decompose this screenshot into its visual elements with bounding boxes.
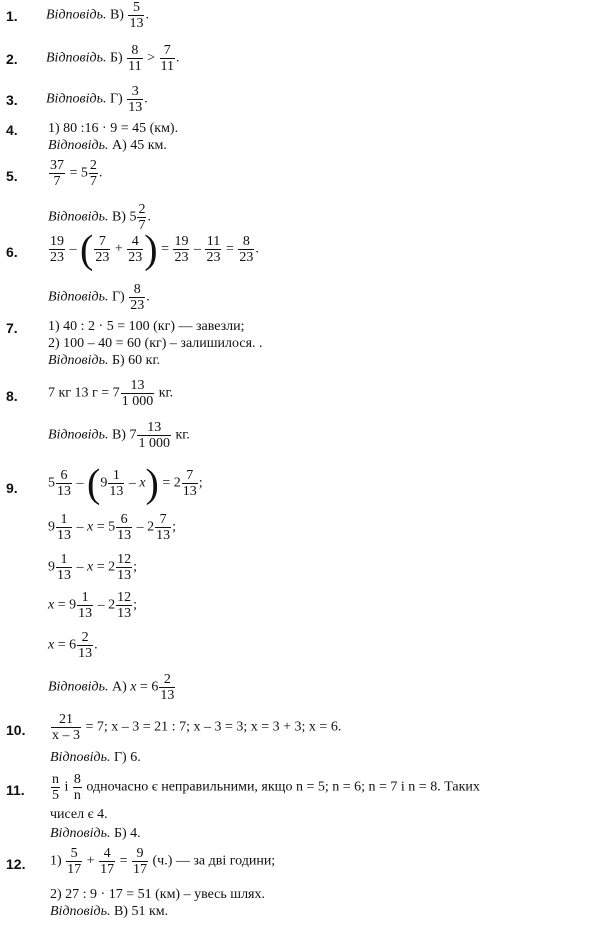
fraction: $\frac{8}{23}$ — [239, 234, 254, 265]
fraction: $\frac{13}{1 000}$ — [138, 420, 170, 451]
answer-label: Відповідь. — [50, 750, 111, 765]
fraction: $\frac{6}{13}$ — [117, 512, 132, 543]
fraction: $\frac{2}{13}$ — [78, 630, 93, 661]
solution-line: 9 $\frac{1}{13}$ – x = 2 $\frac{12}{13}$ ; — [48, 552, 138, 583]
fraction: $\frac{7}{11}$ — [160, 43, 175, 74]
solution-line: 9 $\frac{1}{13}$ – x = 5 $\frac{6}{13}$ – 2 $\frac{7}{13}$ ; — [48, 512, 177, 543]
fraction: $\frac{1}{13}$ — [78, 590, 93, 621]
item-number: 5. — [6, 168, 18, 184]
fraction: $\frac{37}{7}$ — [50, 158, 64, 189]
fraction: $\frac{4}{23}$ — [128, 234, 143, 265]
fraction: $\frac{n}{5}$ — [52, 772, 59, 803]
fraction: $\frac{1}{13}$ — [109, 468, 124, 499]
answer-line: Відповідь. В) 7 $\frac{13}{1 000}$ кг. — [48, 420, 190, 451]
answer-text: Г) 6. — [113, 750, 141, 765]
answer-line: Відповідь. Б) $\frac{8}{11}$ > $\frac{7}{11}$ . — [46, 43, 180, 74]
answer-letter: В) 7 — [111, 427, 137, 443]
answer-label: Відповідь. — [50, 904, 111, 919]
answer-text: Б) 60 кг. — [111, 353, 161, 368]
answer-line: Відповідь. В) 5 $\frac{2}{7}$ . — [48, 202, 151, 233]
answer-label: Відповідь. — [48, 353, 109, 368]
solution-line: x = 6 $\frac{2}{13}$ . — [48, 630, 98, 661]
answer-label: Відповідь. — [48, 289, 109, 305]
fraction: $\frac{19}{23}$ — [50, 234, 64, 265]
fraction: $\frac{12}{13}$ — [117, 552, 132, 583]
answer-text: А) 45 км. — [111, 138, 167, 153]
answer-line — [48, 353, 160, 369]
answer-line: Відповідь. Г) $\frac{8}{23}$ . — [48, 282, 150, 313]
fraction: $\frac{5}{13}$ — [129, 0, 144, 31]
fraction: $\frac{8}{n}$ — [73, 772, 81, 803]
solution-line: $\frac{n}{5}$ і $\frac{8}{n}$ одночасно є неправильними, якщо n = 5; n = 6; n = 7 і n = 8. Таких — [52, 772, 480, 803]
answer-label: Відповідь. — [48, 679, 109, 695]
solution-line: 1) $\frac{5}{17}$ + $\frac{4}{17}$ = $\frac{9}{17}$ (ч.) — за дві години; — [50, 846, 276, 877]
answer-line — [50, 750, 141, 766]
item-number: 1. — [6, 8, 18, 24]
solution-line: 1) 80 :16 · 9 = 45 (км). — [48, 121, 179, 136]
answer-line — [50, 826, 141, 842]
answer-line: Відповідь. А) x = 6 $\frac{2}{13}$ — [48, 672, 175, 703]
fraction: $\frac{7}{13}$ — [156, 512, 171, 543]
fraction: $\frac{6}{13}$ — [57, 468, 71, 499]
fraction: $\frac{4}{17}$ — [100, 846, 115, 877]
item-number: 7. — [6, 320, 18, 336]
answer-line: Відповідь. Г) $\frac{3}{13}$ . — [46, 84, 148, 115]
answer-letter: Г) — [109, 91, 123, 107]
item-number: 3. — [6, 92, 18, 108]
answer-text: Б) 4. — [113, 826, 141, 841]
fraction: $\frac{2}{13}$ — [160, 672, 175, 703]
fraction: $\frac{1}{13}$ — [57, 512, 71, 543]
fraction: $\frac{3}{13}$ — [128, 84, 143, 115]
item-number: 4. — [6, 122, 18, 138]
answer-letter: В) 5 — [111, 209, 137, 225]
fraction: $\frac{5}{17}$ — [67, 846, 82, 877]
answer-label: Відповідь. — [48, 427, 109, 443]
solution-line: x = 9 $\frac{1}{13}$ – 2 $\frac{12}{13}$ ; — [48, 590, 138, 621]
solution-line: 7 кг 13 г = 7 $\frac{13}{1 000}$ кг. — [48, 378, 174, 409]
item-number: 6. — [6, 244, 18, 260]
answer-letter: А) — [111, 679, 127, 695]
solution-line: $\frac{19}{23}$ – ( $\frac{7}{23}$ + $\frac{4}{23}$ ) = $\frac{19}{23}$ – $\frac{11}{23}$ = $\frac{8}{23}$ . — [50, 226, 259, 272]
answer-label: Відповідь. — [48, 138, 109, 153]
item-number: 10. — [6, 722, 26, 738]
solution-line: 5 $\frac{6}{13}$ – (9 $\frac{1}{13}$ – x) = 2 $\frac{7}{13}$ ; — [48, 460, 203, 506]
fraction: $\frac{11}{23}$ — [206, 234, 221, 265]
fraction: $\frac{7}{23}$ — [95, 234, 110, 265]
fraction: $\frac{13}{1 000}$ — [121, 378, 154, 409]
fraction: $\frac{19}{23}$ — [174, 234, 189, 265]
answer-letter: Б) — [109, 50, 123, 66]
item-number: 2. — [6, 51, 18, 67]
item-number: 8. — [6, 388, 18, 404]
fraction: $\frac{1}{13}$ — [57, 552, 71, 583]
fraction: $\frac{8}{11}$ — [128, 43, 142, 74]
answer-letter: В) — [109, 7, 124, 23]
answer-letter: Г) — [111, 289, 125, 305]
answer-line — [48, 138, 167, 154]
answer-line: Відповідь. В) $\frac{5}{13}$ . — [46, 0, 149, 31]
fraction: $\frac{12}{13}$ — [117, 590, 132, 621]
solution-line: $\frac{37}{7}$ = 5 $\frac{2}{7}$ . — [50, 158, 103, 189]
item-number: 9. — [6, 480, 18, 496]
fraction: $\frac{2}{7}$ — [138, 202, 146, 233]
solution-line: 2) 27 : 9 · 17 = 51 (км) – увесь шлях. — [50, 887, 265, 902]
fraction: $\frac{7}{13}$ — [182, 468, 197, 499]
item-number: 12. — [6, 856, 26, 872]
answer-label: Відповідь. — [46, 7, 107, 23]
answer-line — [50, 904, 168, 920]
fraction: $\frac{8}{23}$ — [130, 282, 145, 313]
fraction: $\frac{2}{7}$ — [89, 158, 97, 189]
answer-label: Відповідь. — [50, 826, 111, 841]
answer-label: Відповідь. — [46, 91, 107, 107]
comparison-sign: > — [147, 50, 156, 66]
solution-line: чисел є 4. — [50, 807, 108, 822]
fraction: $\frac{21}{x - 3}$ — [52, 712, 80, 743]
solution-line: 2) 100 – 40 = 60 (кг) – залишилося. . — [48, 336, 263, 351]
solution-line: 1) 40 : 2 · 5 = 100 (кг) — завезли; — [48, 319, 245, 334]
item-number: 11. — [6, 782, 25, 798]
answer-text: В) 51 км. — [113, 904, 169, 919]
answer-label: Відповідь. — [48, 209, 109, 225]
fraction: $\frac{9}{17}$ — [132, 846, 147, 877]
solution-line: $\frac{21}{x - 3}$ = 7; x – 3 = 21 : 7; x – 3 = 3; x = 3 + 3; x = 6. — [52, 712, 342, 743]
answer-label: Відповідь. — [46, 50, 107, 66]
